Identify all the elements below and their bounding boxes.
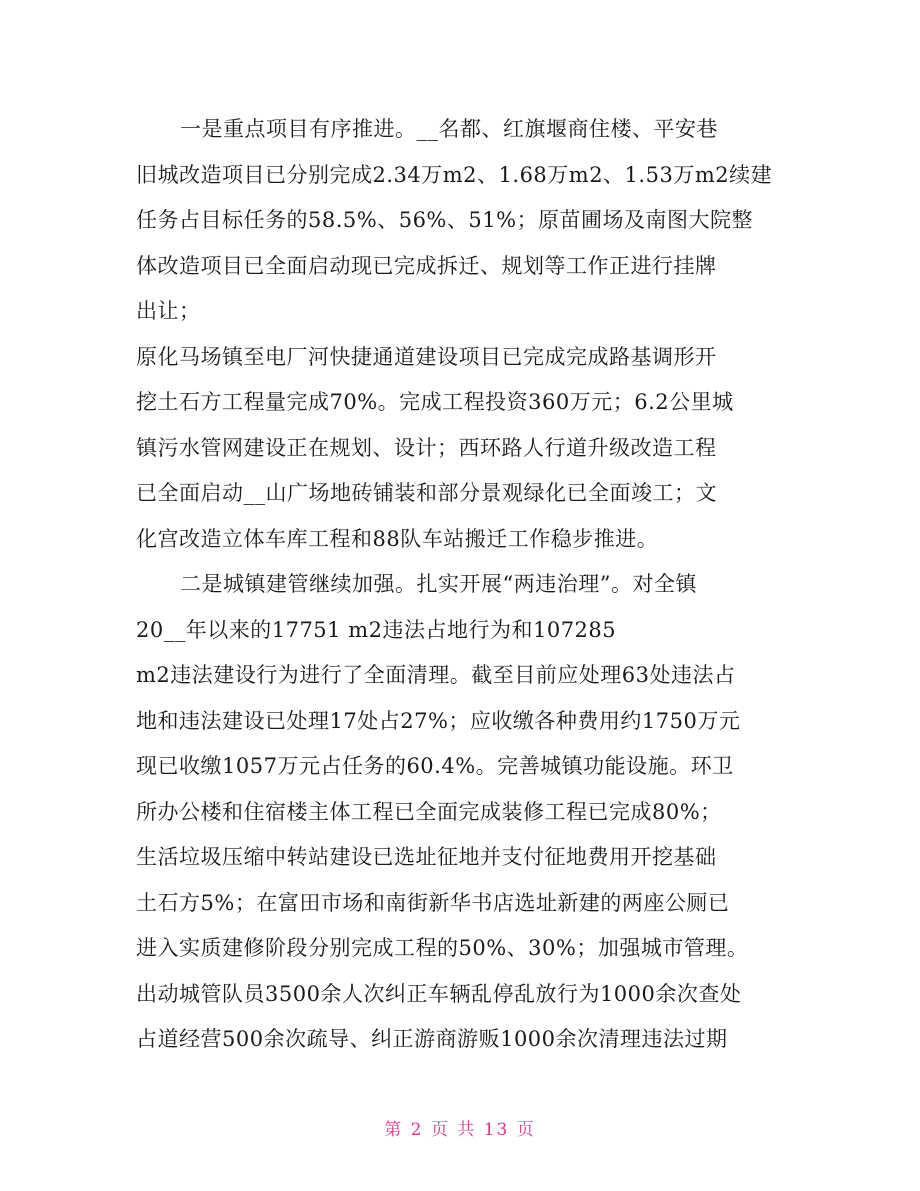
text-line: 所办公楼和住宿楼主体工程已全面完成装修工程已完成80%； [136, 800, 722, 824]
text-line: 现已收缴1057万元占任务的60.4%。完善城镇功能设施。环卫 [136, 754, 734, 778]
text-line: m2违法建设行为进行了全面清理。截至目前应处理63处违法占 [136, 663, 736, 687]
text-line: 体改造项目已全面启动现已完成拆迁、规划等工作正进行挂牌 [136, 254, 717, 278]
text-line: 镇污水管网建设正在规划、设计；西环路人行道升级改造工程 [136, 436, 717, 460]
text-line: 任务占目标任务的58.5%、56%、51%；原苗圃场及南图大院整 [136, 208, 754, 232]
text-line: 一是重点项目有序推进。__名都、红旗堰商住楼、平安巷 [180, 117, 718, 141]
text-line: 旧城改造项目已分别完成2.34万m2、1.68万m2、1.53万m2续建 [136, 163, 773, 187]
text-line: 土石方5%；在富田市场和南街新华书店选址新建的两座公厕已 [136, 891, 730, 915]
text-line: 二是城镇建管继续加强。扎实开展“两违治理”。对全镇 [180, 572, 697, 596]
text-line: 占道经营500余次疏导、纠正游商游贩1000余次清理违法过期 [136, 1027, 728, 1051]
text-line: 出动城管队员3500余人次纠正车辆乱停乱放行为1000余次查处 [136, 982, 742, 1006]
text-line: 进入实质建修阶段分别完成工程的50%、30%；加强城市管理。 [136, 936, 749, 960]
text-line: 挖土石方工程量完成70%。完成工程投资360万元；6.2公里城 [136, 390, 734, 414]
text-line: 原化马场镇至电厂河快捷通道建设项目已完成完成路基调形开 [136, 345, 717, 369]
text-line: 生活垃圾压缩中转站建设已选址征地并支付征地费用开挖基础 [136, 845, 717, 869]
text-line: 20__年以来的17751 m2违法占地行为和107285 [136, 618, 617, 642]
text-line: 出让； [136, 299, 201, 323]
text-line: 化宫改造立体车库工程和88队车站搬迁工作稳步推进。 [136, 527, 659, 551]
text-line: 地和违法建设已处理17处占27%；应收缴各种费用约1750万元 [136, 709, 741, 733]
page-number-footer: 第 2 页 共 13 页 [384, 1120, 536, 1140]
text-line: 已全面启动__山广场地砖铺装和部分景观绿化已全面竣工；文 [136, 481, 717, 505]
